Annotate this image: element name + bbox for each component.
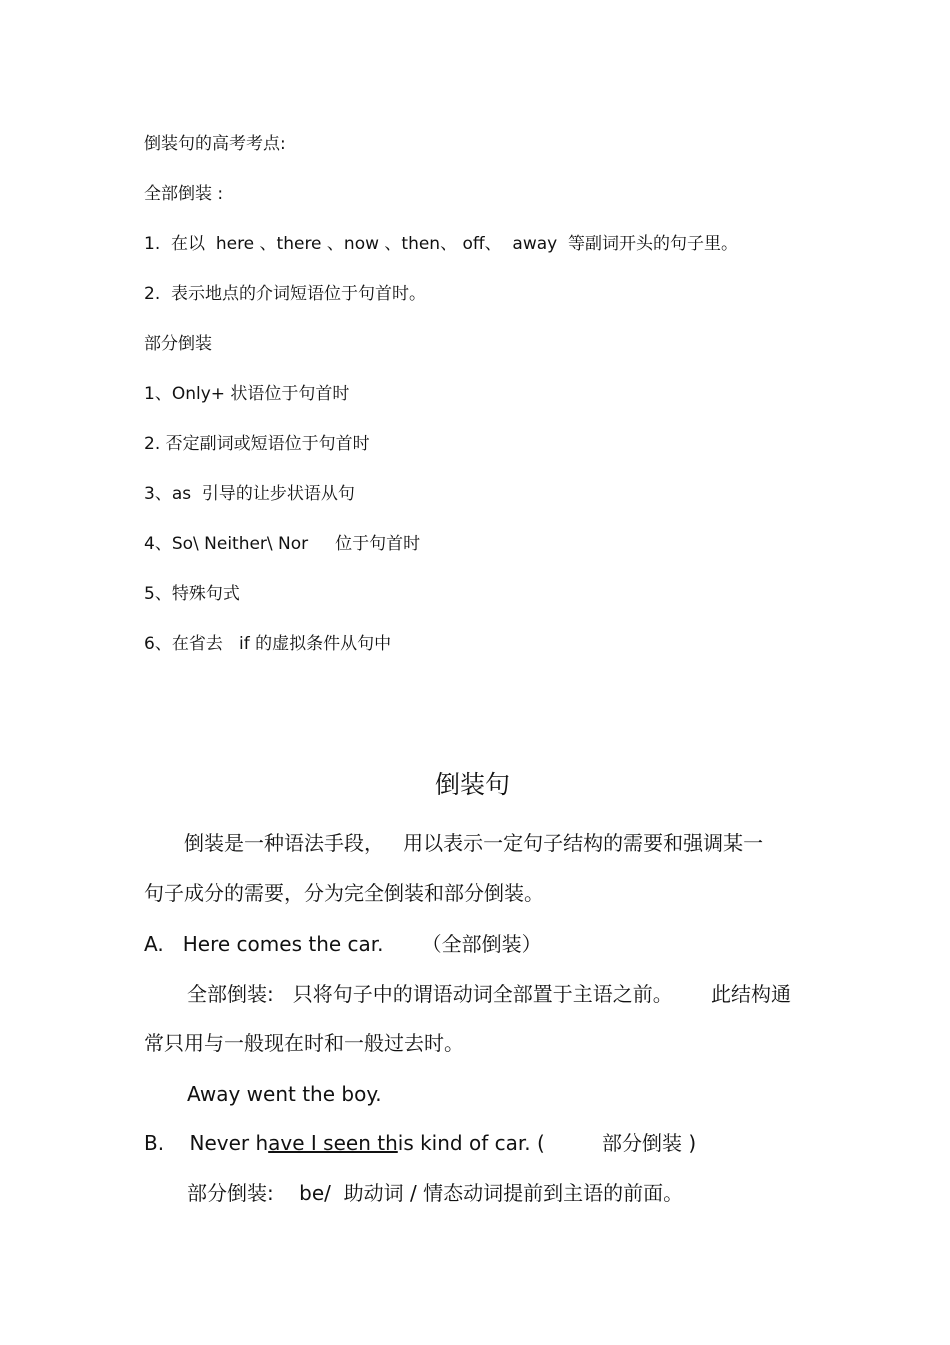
- full-item-2: 2. 表示地点的介词短语位于句首时。: [144, 284, 427, 304]
- example-b-sentence: [144, 1130, 696, 1156]
- partial-item-2: 2. 否定副词或短语位于句首时: [144, 434, 370, 454]
- intro-line-2: 句子成分的需要，分为完全倒装和部分倒装。: [144, 881, 544, 905]
- example-b-suffix: is kind of car. ( 部分倒装 ): [397, 1131, 697, 1155]
- full-inversion-label: 全部倒装 :: [144, 184, 224, 204]
- full-item-1: 1. 在以 here 、there 、now 、then、 off、 away 等副词开头的句子里。: [144, 234, 739, 254]
- example-a-extra: Away went the boy.: [187, 1082, 382, 1106]
- section-title: 倒装句: [434, 770, 510, 799]
- partial-item-5: 5、特殊句式: [144, 584, 240, 604]
- outline-heading: 倒装句的高考考点:: [144, 134, 286, 154]
- partial-item-4: 4、So\ Neither\ Nor 位于句首时: [144, 534, 421, 554]
- partial-inversion-label: 部分倒装: [144, 334, 212, 354]
- example-a-sentence: A. Here comes the car. （全部倒装）: [144, 932, 542, 956]
- example-b-note: 部分倒装: be/ 助动词 / 情态动词提前到主语的前面。: [187, 1181, 684, 1205]
- example-b-prefix: B. Never h: [144, 1131, 269, 1155]
- example-a-note-line-2: 常只用与一般现在时和一般过去时。: [144, 1031, 464, 1055]
- partial-item-3: 3、as 引导的让步状语从句: [144, 484, 355, 504]
- partial-item-6: 6、在省去 if 的虚拟条件从句中: [144, 634, 392, 654]
- partial-item-1: 1、Only+ 状语位于句首时: [144, 384, 350, 404]
- example-b-underlined: ave I seen th: [268, 1131, 398, 1155]
- intro-line-1: 倒装是一种语法手段， 用以表示一定句子结构的需要和强调某一: [184, 831, 764, 855]
- example-a-note-line-1: 全部倒装: 只将句子中的谓语动词全部置于主语之前。 此结构通: [187, 982, 791, 1006]
